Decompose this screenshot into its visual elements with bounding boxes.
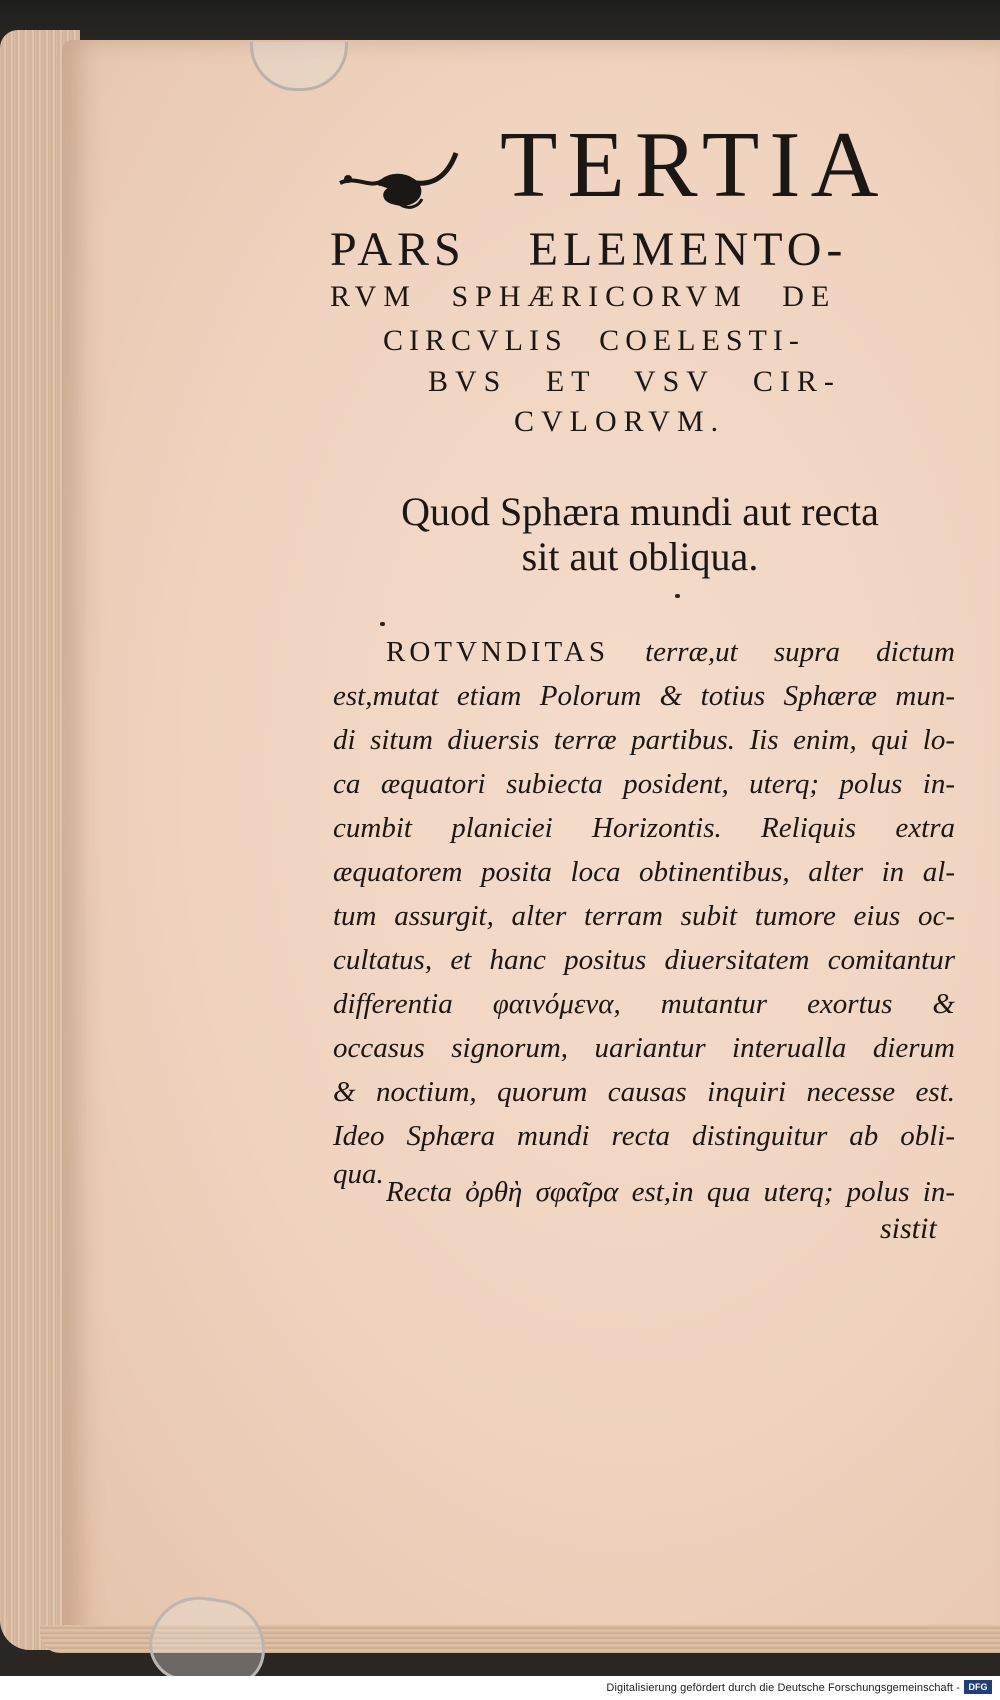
heading-line-5: CVLORVM. <box>514 405 726 438</box>
body-line-9: differentia φαινόμενα, mutantur exortus & <box>333 988 955 1020</box>
body-line-2: est,mutat etiam Polorum & totius Sphæræ mun- <box>333 680 955 712</box>
catchword: sistit <box>880 1212 937 1245</box>
heading-line-2: RVM SPHÆRICORVM DE <box>330 280 837 313</box>
body-line-4: ca æquatori subiecta posident, uterq; polus in- <box>333 768 955 800</box>
initial-caps-word: ROTVNDITAS <box>386 636 609 668</box>
body-line-8: cultatus, et hanc positus diuersitatem comitantur <box>333 944 955 976</box>
body-line-13: qua. <box>333 1158 384 1190</box>
subtitle-line-2: sit aut obliqua. <box>521 534 759 579</box>
body-line-3: di situm diuersis terræ partibus. Iis enim, qui lo- <box>333 724 955 756</box>
body-line-14: Recta ὀρθὴ σφαῖρα est,in qua uterq; polus in- <box>386 1176 955 1208</box>
fleuron-ornament-icon <box>338 145 468 215</box>
heading-line-1: PARS ELEMENTO- <box>330 223 848 276</box>
body-line-5: cumbit planiciei Horizontis. Reliquis extra <box>333 812 955 844</box>
body-line-11: & noctium, quorum causas inquiri necesse est. <box>333 1076 955 1108</box>
body-line-6: æquatorem posita loca obtinentibus, alter in al- <box>333 856 955 888</box>
body-line-12: Ideo Sphæra mundi recta distinguitur ab obli- <box>333 1120 955 1152</box>
body-line-7: tum assurgit, alter terram subit tumore eius oc- <box>333 900 955 932</box>
ink-speck <box>380 622 385 626</box>
body-line-10: occasus signorum, uariantur interualla dierum <box>333 1032 955 1064</box>
ink-speck <box>675 594 680 598</box>
heading-line-3: CIRCVLIS COELESTI- <box>383 324 805 357</box>
title-tertia: TERTIA <box>500 113 889 217</box>
dfg-logo: DFG <box>964 1680 992 1694</box>
subtitle-line-1: Quod Sphæra mundi aut recta <box>401 489 879 534</box>
footer-credit: Digitalisierung gefördert durch die Deutsche Forschungsgemeinschaft - <box>606 1682 960 1694</box>
heading-line-4: BVS ET VSV CIR- <box>428 365 841 398</box>
body-line-1-rest: terræ,ut supra dictum <box>645 636 956 668</box>
body-line-1 <box>386 638 955 667</box>
